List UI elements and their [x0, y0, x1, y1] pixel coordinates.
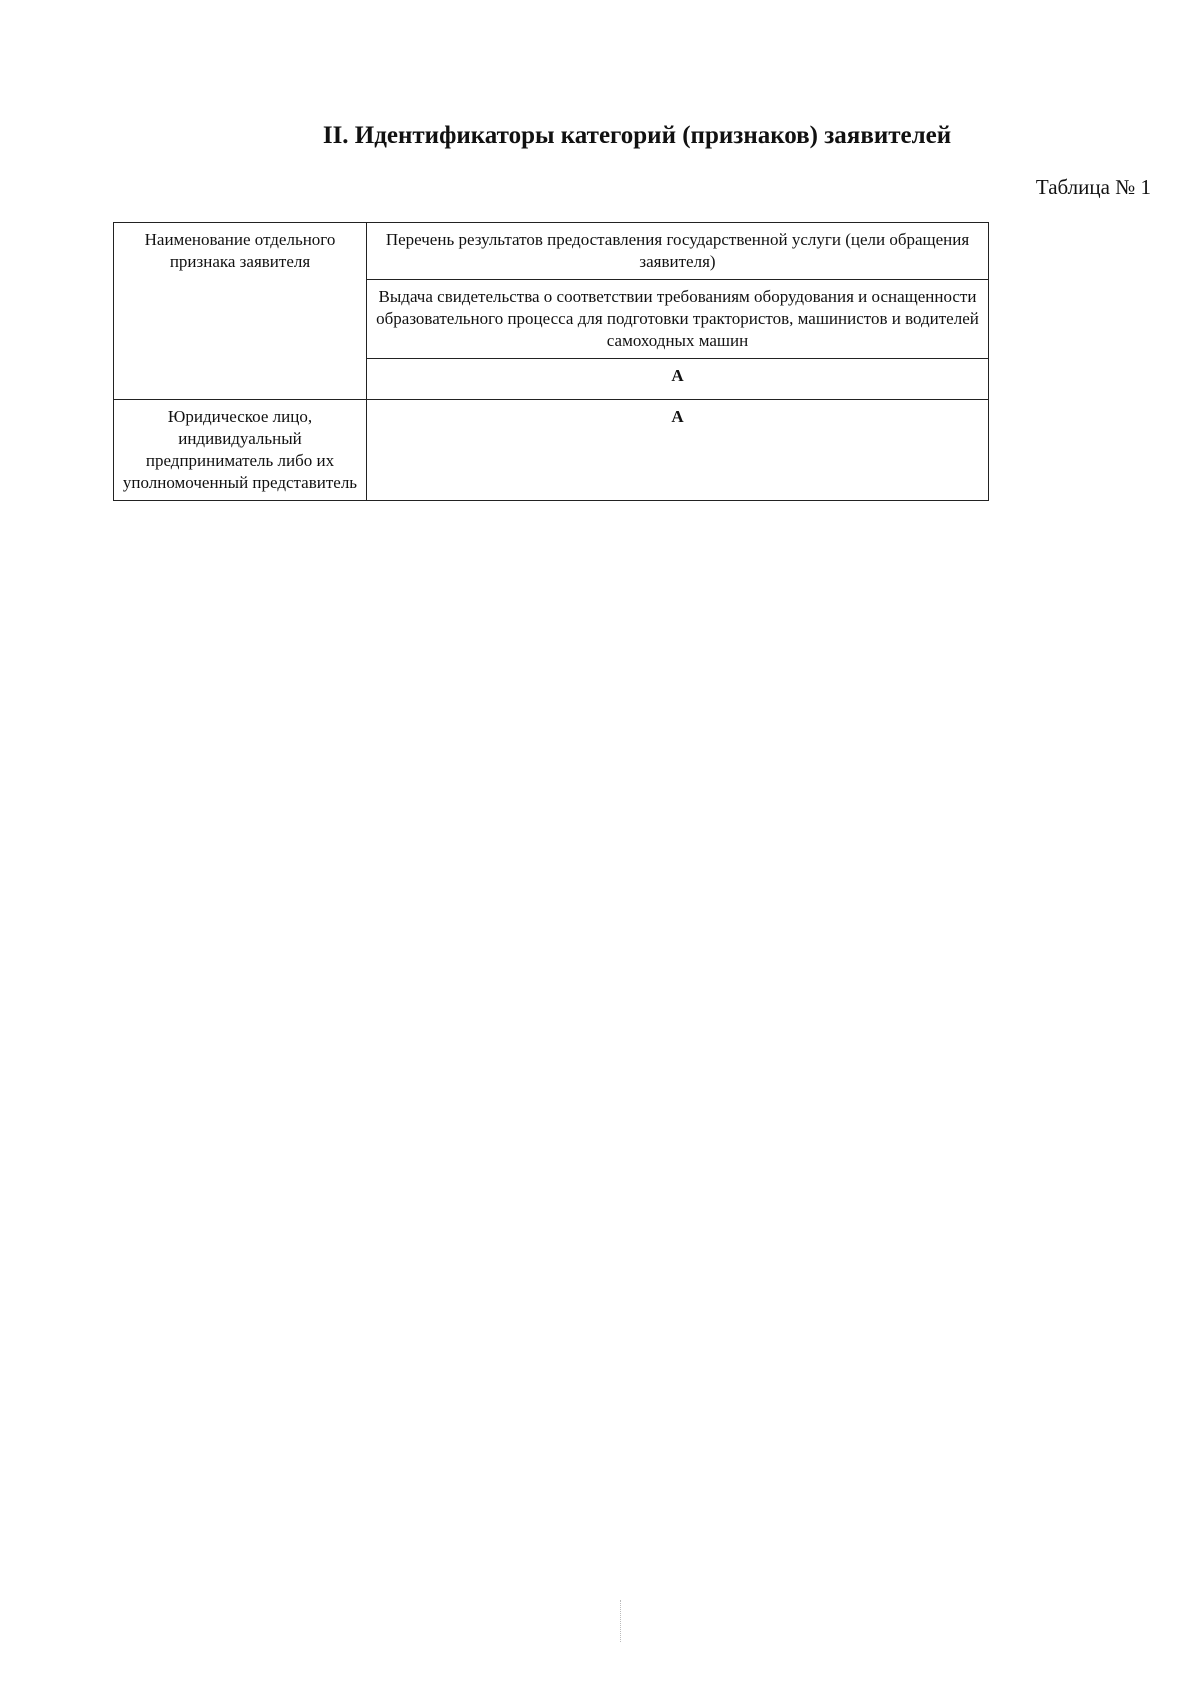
applicant-code-cell: А — [367, 400, 989, 501]
header-results-cell: Перечень результатов предоставления государственной услуги (цели обращения заявителя) — [367, 223, 989, 280]
table-row — [114, 400, 989, 501]
result-name-cell: Выдача свидетельства о соответствии требованиям оборудования и оснащенности образовательного процесса для подготовки трактористов, машинистов и водителей самоходных машин — [367, 280, 989, 359]
section-heading: II. Идентификаторы категорий (признаков) заявителей — [322, 122, 952, 149]
header-feature-cell: Наименование отдельного признака заявителя — [114, 223, 367, 400]
applicant-categories-table — [113, 222, 989, 501]
scan-mark — [620, 1600, 622, 1642]
table-header-row — [114, 223, 989, 280]
result-code-cell: А — [367, 359, 989, 400]
table-number: Таблица № 1 — [1035, 175, 1151, 199]
applicant-type-cell: Юридическое лицо, индивидуальный предприниматель либо их уполномоченный представитель — [114, 400, 367, 501]
